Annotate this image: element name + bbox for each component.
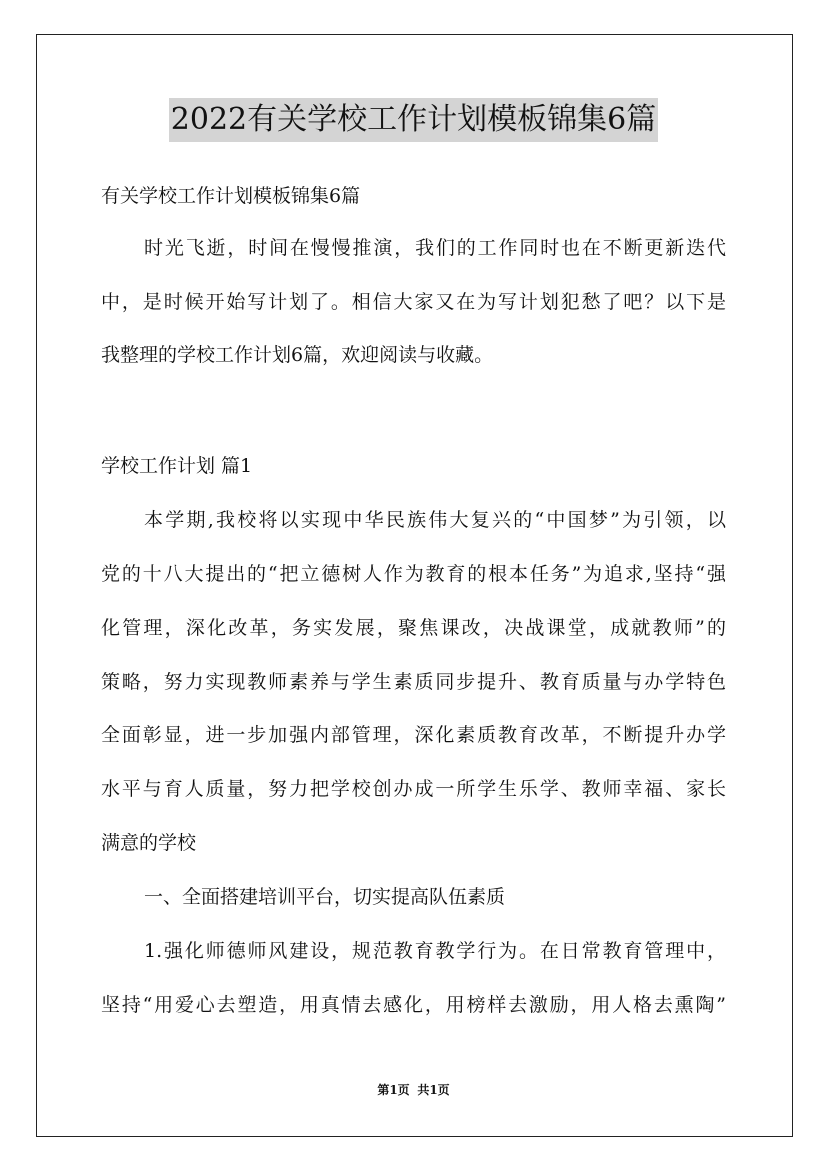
section-line-4: 策略，努力实现教师素养与学生素质同步提升、教育质量与办学特色	[101, 671, 726, 693]
section-heading: 学校工作计划 篇1	[101, 455, 253, 477]
section-line-1: 本学期,我校将以实现中华民族伟大复兴的“中国梦”为引领，以	[144, 509, 726, 531]
page-footer	[0, 1082, 827, 1098]
section-line-7: 满意的学校	[101, 832, 197, 854]
section-line-6: 水平与育人质量，努力把学校创办成一所学生乐学、教师幸福、家长	[101, 778, 726, 800]
intro-line-3: 我整理的学校工作计划6篇，欢迎阅读与收藏。	[101, 344, 494, 366]
subheading: 一、全面搭建培训平台，切实提高队伍素质	[144, 886, 506, 908]
page-total: 共1页	[417, 1083, 450, 1097]
intro-line-2: 中，是时候开始写计划了。相信大家又在为写计划犯愁了吧？以下是	[101, 291, 726, 313]
item-line-1: 1.强化师德师风建设，规范教育教学行为。在日常教育管理中，	[144, 940, 726, 962]
document-title: 2022有关学校工作计划模板锦集6篇	[169, 98, 658, 142]
section-line-2: 党的十八大提出的“把立德树人作为教育的根本任务”为追求,坚持“强	[101, 563, 726, 585]
title-container	[0, 98, 827, 142]
section-line-5: 全面彰显，进一步加强内部管理，深化素质教育改革，不断提升办学	[101, 724, 726, 746]
page-number: 第1页	[377, 1083, 410, 1097]
section-line-3: 化管理，深化改革，务实发展，聚焦课改，决战课堂，成就教师”的	[101, 617, 726, 639]
document-subtitle: 有关学校工作计划模板锦集6篇	[101, 185, 361, 207]
intro-line-1: 时光飞逝，时间在慢慢推演，我们的工作同时也在不断更新迭代	[144, 237, 726, 259]
item-line-2: 坚持“用爱心去塑造，用真情去感化，用榜样去激励，用人格去熏陶”	[101, 994, 726, 1016]
